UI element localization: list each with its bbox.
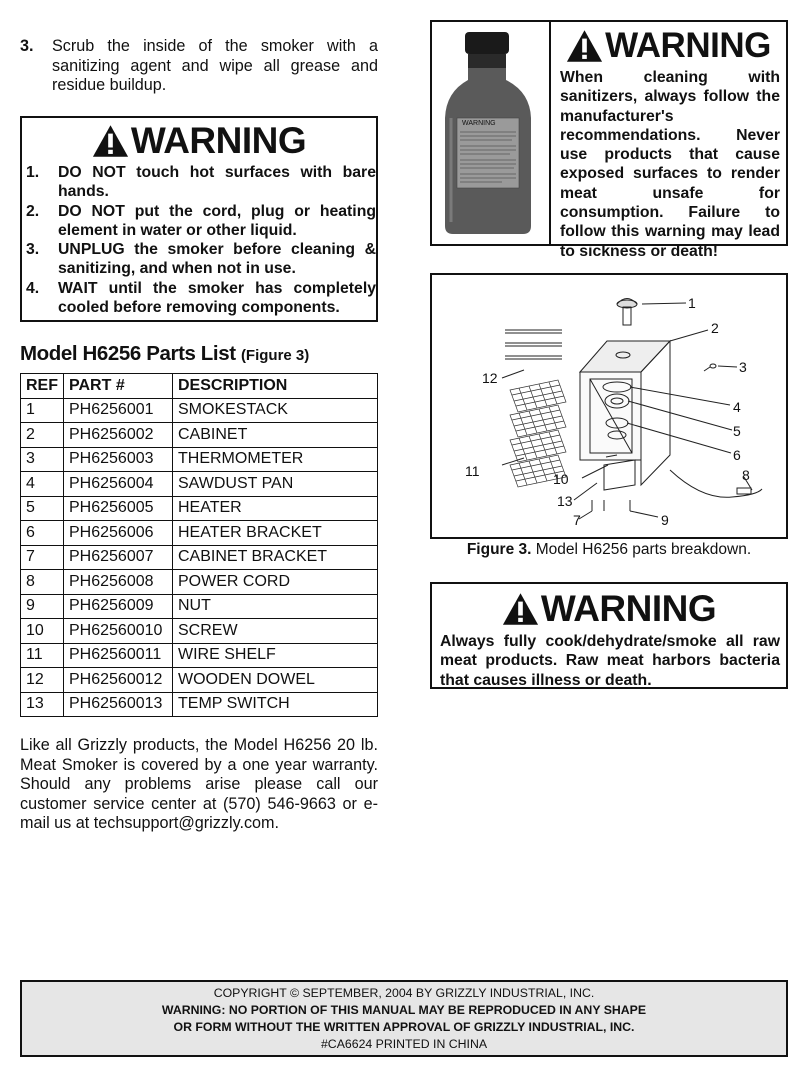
callout-8: 8	[742, 467, 750, 483]
warning-box-meat	[430, 582, 788, 689]
footer-line: OR FORM WITHOUT THE WRITTEN APPROVAL OF GRIZZLY INDUSTRIAL, INC.	[173, 1020, 635, 1034]
part-number-cell: PH6256006	[64, 521, 173, 546]
parts-table	[20, 373, 378, 717]
description-cell: CABINET	[173, 423, 378, 448]
warning-title: WARNING	[432, 589, 786, 629]
part-number-cell: PH62560010	[64, 619, 173, 644]
part-number-cell: PH6256007	[64, 545, 173, 570]
bottle-icon	[432, 22, 549, 244]
description-cell: HEATER	[173, 496, 378, 521]
ref-cell: 2	[21, 423, 64, 448]
table-row	[21, 594, 378, 619]
ref-cell: 12	[21, 668, 64, 693]
callout-7: 7	[573, 512, 581, 528]
warning-box-cleaning	[430, 20, 788, 260]
ref-cell: 9	[21, 594, 64, 619]
ref-cell: 10	[21, 619, 64, 644]
ref-cell: 5	[21, 496, 64, 521]
table-row	[21, 447, 378, 472]
warning-item: 1. DO NOT touch hot surfaces with bare hands.	[26, 164, 376, 201]
table-row	[21, 570, 378, 595]
ref-cell: 1	[21, 398, 64, 423]
table-row	[21, 472, 378, 497]
figure-reference: (Figure 3)	[240, 347, 310, 364]
description-cell: SCREW	[173, 619, 378, 644]
ref-cell: 8	[21, 570, 64, 595]
description-cell: WIRE SHELF	[173, 643, 378, 668]
part-number-cell: PH62560011	[64, 643, 173, 668]
description-cell: THERMOMETER	[173, 447, 378, 472]
warning-text: When cleaning with sanitizers, always follow the manufacturer's recommendations. Never use products that cause exposed surfaces to render meat unsafe for consumption. Failure to follow this warning may lead to sickness or death!	[560, 69, 780, 260]
parts-list-heading: Model H6256 Parts List (Figure 3)	[20, 342, 310, 365]
callout-6: 6	[733, 447, 741, 463]
callout-10: 10	[553, 471, 569, 487]
sanitizer-bottle-image	[432, 22, 551, 244]
ref-cell: 11	[21, 643, 64, 668]
ref-cell: 4	[21, 472, 64, 497]
description-cell: NUT	[173, 594, 378, 619]
callout-4: 4	[733, 399, 741, 415]
callout-1: 1	[688, 295, 696, 311]
step-text: Scrub the inside of the smoker with a sanitizing agent and wipe all grease and residue buildup.	[52, 37, 378, 94]
table-row	[21, 692, 378, 717]
warning-text: Always fully cook/dehydrate/smoke all raw meat products. Raw meat harbors bacteria that causes illness or death.	[440, 633, 780, 689]
callout-9: 9	[661, 512, 669, 528]
table-row	[21, 496, 378, 521]
callout-5: 5	[733, 423, 741, 439]
ref-cell: 7	[21, 545, 64, 570]
footer-line: COPYRIGHT © SEPTEMBER, 2004 BY GRIZZLY INDUSTRIAL, INC.	[213, 986, 595, 1000]
callout-13: 13	[557, 493, 573, 509]
description-cell: SAWDUST PAN	[173, 472, 378, 497]
warranty-paragraph: Like all Grizzly products, the Model H6256 20 lb. Meat Smoker is covered by a one year warranty. Should any problems arise please call our customer service center at (570) 546-9663 or e-mail us at techsupport@grizzly.com.	[20, 736, 378, 832]
warning-item: 3. UNPLUG the smoker before cleaning & sanitizing, and when not in use.	[26, 241, 376, 278]
step-3	[20, 37, 378, 96]
column-header: REF	[21, 374, 64, 399]
table-row	[21, 545, 378, 570]
part-number-cell: PH6256001	[64, 398, 173, 423]
step-number: 3.	[20, 37, 34, 55]
warning-item: 2. DO NOT put the cord, plug or heating element in water or other liquid.	[26, 202, 376, 239]
part-number-cell: PH6256008	[64, 570, 173, 595]
table-row	[21, 619, 378, 644]
warning-triangle-icon	[566, 29, 603, 63]
part-number-cell: PH6256003	[64, 447, 173, 472]
part-number-cell: PH62560012	[64, 668, 173, 693]
description-cell: WOODEN DOWEL	[173, 668, 378, 693]
svg-text:WARNING: WARNING	[462, 120, 496, 127]
warning-title: WARNING	[551, 26, 786, 66]
ref-cell: 13	[21, 692, 64, 717]
part-number-cell: PH6256005	[64, 496, 173, 521]
warning-box-safety	[20, 116, 378, 322]
description-cell: HEATER BRACKET	[173, 521, 378, 546]
table-row	[21, 423, 378, 448]
table-row	[21, 521, 378, 546]
part-number-cell: PH6256002	[64, 423, 173, 448]
warning-item: 4. WAIT until the smoker has completely cooled before removing components.	[26, 279, 376, 317]
callout-2: 2	[711, 320, 719, 336]
footer-line: #CA6624 PRINTED IN CHINA	[320, 1037, 488, 1051]
part-number-cell: PH62560013	[64, 692, 173, 717]
figure-parts-breakdown	[430, 273, 788, 539]
column-header: DESCRIPTION	[173, 374, 378, 399]
description-cell: POWER CORD	[173, 570, 378, 595]
callout-11: 11	[465, 463, 480, 479]
callout-3: 3	[739, 359, 747, 375]
table-row	[21, 668, 378, 693]
warning-title: WARNING	[22, 121, 376, 161]
column-header: PART #	[64, 374, 173, 399]
warning-text-cell	[551, 22, 786, 261]
warning-triangle-icon	[502, 592, 539, 626]
table-row	[21, 643, 378, 668]
part-number-cell: PH6256004	[64, 472, 173, 497]
smoker-exploded-diagram	[432, 275, 786, 537]
callout-12: 12	[482, 370, 498, 386]
warning-triangle-icon	[92, 124, 129, 158]
description-cell: SMOKESTACK	[173, 398, 378, 423]
description-cell: TEMP SWITCH	[173, 692, 378, 717]
copyright-footer	[20, 980, 788, 1057]
figure-caption: Figure 3. Model H6256 parts breakdown.	[466, 541, 752, 558]
description-cell: CABINET BRACKET	[173, 545, 378, 570]
part-number-cell: PH6256009	[64, 594, 173, 619]
ref-cell: 3	[21, 447, 64, 472]
table-row	[21, 398, 378, 423]
warning-list	[22, 163, 376, 317]
table-header-row	[21, 374, 378, 399]
footer-line: WARNING: NO PORTION OF THIS MANUAL MAY BE REPRODUCED IN ANY SHAPE	[161, 1003, 647, 1017]
ref-cell: 6	[21, 521, 64, 546]
